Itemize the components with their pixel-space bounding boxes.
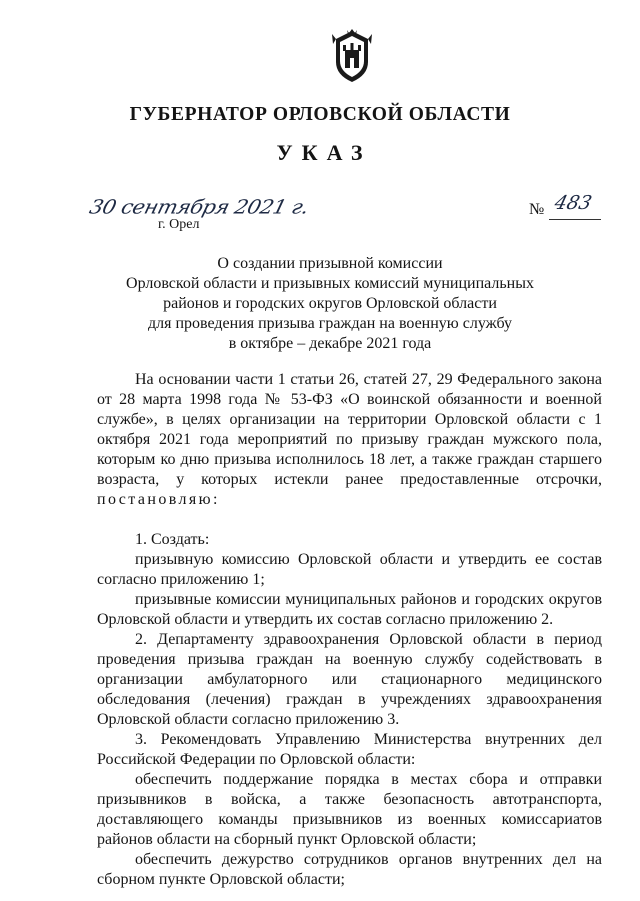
city-label: г. Орел (158, 217, 200, 232)
decree-word: постановляю: (97, 491, 220, 508)
paragraph-1a: призывную комиссию Орловской области и утвердить ее состав согласно приложению 1; (97, 551, 602, 588)
heading-line: в октябре – декабре 2021 года (228, 335, 432, 352)
paragraph-1: 1. Создать: (135, 531, 210, 548)
preamble-text: На основании части 1 статьи 26, статей 27, 29 Федерального закона от 28 марта 1998 года № 53-ФЗ «О воинской обязанности и военной службе», в целях организации на территории Орловской области с 1 октября 2021 года мероприятий по призыву граждан мужского пола, которым ко дню призыва исполнилось 18 лет, а также граждан старшего возраста, у которых истекли ранее предоставленные отсрочки, (97, 371, 602, 488)
issuer-title: ГУБЕРНАТОР ОРЛОВСКОЙ ОБЛАСТИ (129, 104, 511, 125)
handwritten-date: 30 сентября 2021 г. (87, 195, 311, 219)
number-label: № (529, 201, 545, 218)
decree-heading (120, 254, 540, 354)
coat-of-arms-icon (329, 28, 375, 84)
heading-line: районов и городских округов Орловской области (163, 295, 497, 312)
heading-line: для проведения призыва граждан на военную службу (147, 315, 513, 332)
paragraph-1b: призывные комиссии муниципальных районов и городских округов Орловской области и утвердить их состав согласно приложению 2. (97, 591, 602, 628)
handwritten-number: 483 (552, 192, 595, 214)
paragraph-3b: обеспечить дежурство сотрудников органов внутренних дел на сборном пункте Орловской области; (97, 851, 602, 888)
number-underline (549, 219, 601, 220)
preamble-paragraph (97, 370, 602, 510)
paragraph-3: 3. Рекомендовать Управлению Министерства внутренних дел Российской Федерации по Орловской области: (97, 731, 602, 768)
heading-line: Орловской области и призывных комиссий муниципальных (126, 275, 534, 292)
paragraph-2: 2. Департаменту здравоохранения Орловской области в период проведения призыва граждан на военную службу содействовать в организации амбулаторного или стационарного медицинского обследования (лечения) граждан в учреждениях здравоохранения Орловской области согласно приложению 3. (97, 631, 602, 728)
decree-body (97, 370, 602, 890)
heading-line: О создании призывной комиссии (217, 255, 443, 272)
paragraph-3a: обеспечить поддержание порядка в местах сбора и отправки призывников в войска, а также безопасность автотранспорта, доставляющего команды призывников из военных комиссариатов районов области на сборный пункт Орловской области; (97, 771, 602, 848)
document-type: УКАЗ (276, 140, 372, 165)
